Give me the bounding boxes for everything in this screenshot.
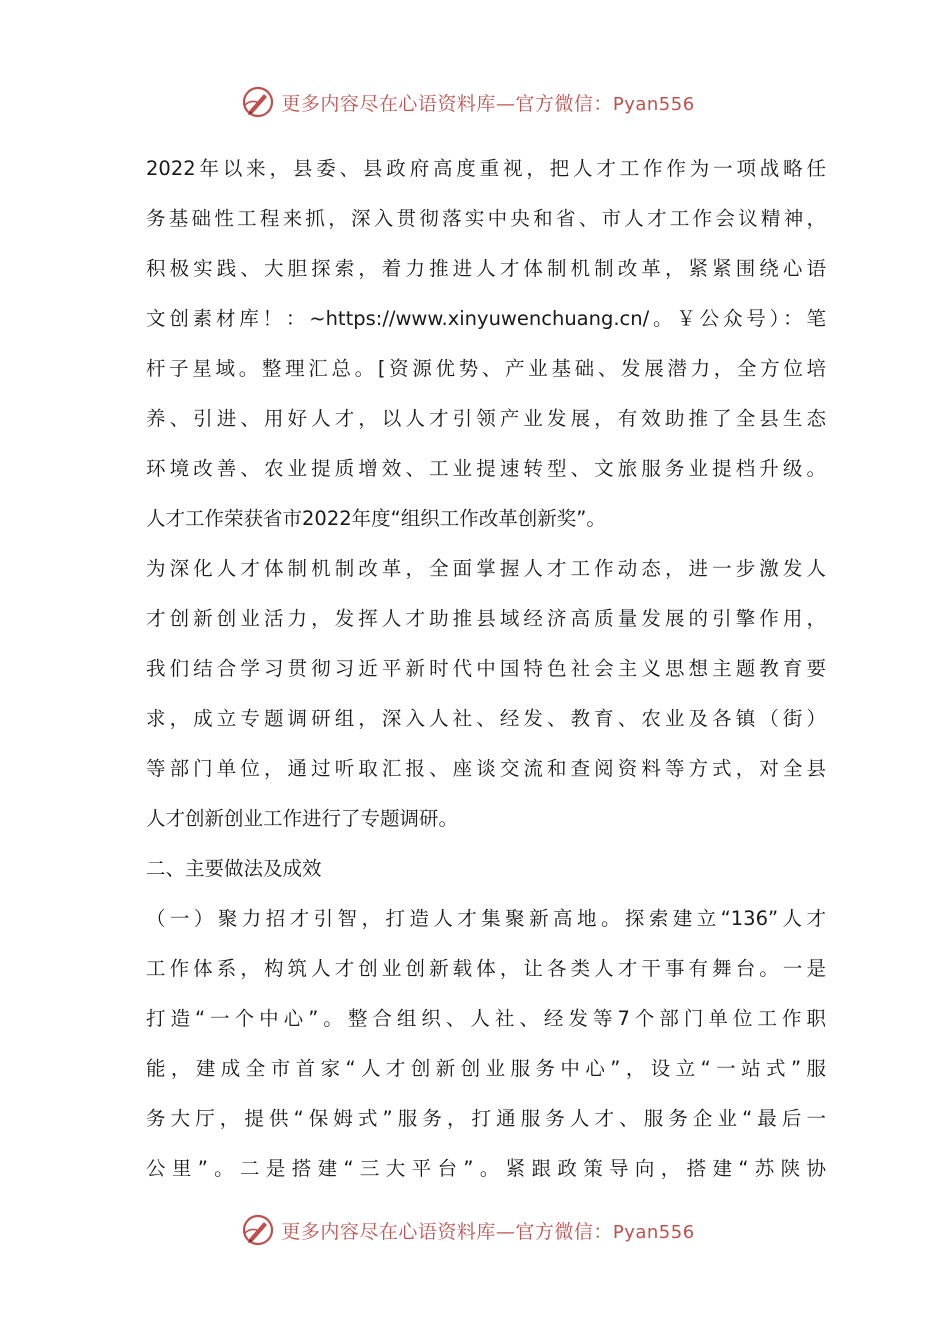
paragraph-line: 养、引进、用好人才，以人才引领产业发展，有效助推了全县生态 <box>146 407 826 430</box>
document-body <box>146 144 826 1194</box>
paragraph-line: 杆子星域。整理汇总。[资源优势、产业基础、发展潜力，全方位培 <box>146 357 826 380</box>
paragraph-line: 才创新创业活力，发挥人才助推县域经济高质量发展的引擎作用， <box>146 607 826 630</box>
paragraph-line: 务基础性工程来抓，深入贯彻落实中央和省、市人才工作会议精神， <box>146 207 826 230</box>
paragraph-line: 人才工作荣获省市2022年度“组织工作改革创新奖”。 <box>146 507 606 530</box>
paragraph-line: 求，成立专题调研组，深入人社、经发、教育、农业及各镇（街） <box>146 707 826 730</box>
paragraph-line: 文创素材库！：~https://www.xinyuwenchuang.cn/。￥公众号）：笔 <box>146 307 826 330</box>
paragraph-line: 打造“一个中心”。整合组织、人社、经发等7个部门单位工作职 <box>146 1007 826 1030</box>
paragraph-line: 务大厅，提供“保姆式”服务，打通服务人才、服务企业“最后一 <box>146 1107 826 1130</box>
watermark-text: 更多内容尽在心语资料库—官方微信：Pyan556 <box>281 1220 695 1243</box>
paragraph-line: 公里”。二是搭建“三大平台”。紧跟政策导向，搭建“苏陕协 <box>146 1157 826 1180</box>
paragraph-line: 能，建成全市首家“人才创新创业服务中心”，设立“一站式”服 <box>146 1057 826 1080</box>
paragraph-line: 等部门单位，通过听取汇报、座谈交流和查阅资料等方式，对全县 <box>146 757 826 780</box>
paragraph-line: 工作体系，构筑人才创业创新载体，让各类人才干事有舞台。一是 <box>146 957 826 980</box>
wechat-id: Pyan556 <box>612 93 695 115</box>
paragraph-line: 我们结合学习贯彻习近平新时代中国特色社会主义思想主题教育要 <box>146 657 826 680</box>
paragraph-line: 为深化人才体制机制改革，全面掌握人才工作动态，进一步激发人 <box>146 557 826 580</box>
paragraph-line: （一）聚力招才引智，打造人才集聚新高地。探索建立“136”人才 <box>146 907 826 930</box>
paragraph-line: 人才创新创业工作进行了专题调研。 <box>146 807 459 830</box>
watermark-text: 更多内容尽在心语资料库—官方微信：Pyan556 <box>281 92 695 115</box>
pen-logo-icon <box>241 1213 275 1247</box>
header-watermark-banner <box>0 80 950 124</box>
pen-logo-icon <box>241 85 275 119</box>
paragraph-line: 2022年以来，县委、县政府高度重视，把人才工作作为一项战略任 <box>146 157 826 180</box>
section-heading: 二、主要做法及成效 <box>146 857 322 880</box>
footer-watermark-banner <box>0 1208 950 1252</box>
wechat-id: Pyan556 <box>612 1221 695 1243</box>
paragraph-line: 环境改善、农业提质增效、工业提速转型、文旅服务业提档升级。 <box>146 457 826 480</box>
paragraph-line: 积极实践、大胆探索，着力推进人才体制机制改革，紧紧围绕心语 <box>146 257 826 280</box>
